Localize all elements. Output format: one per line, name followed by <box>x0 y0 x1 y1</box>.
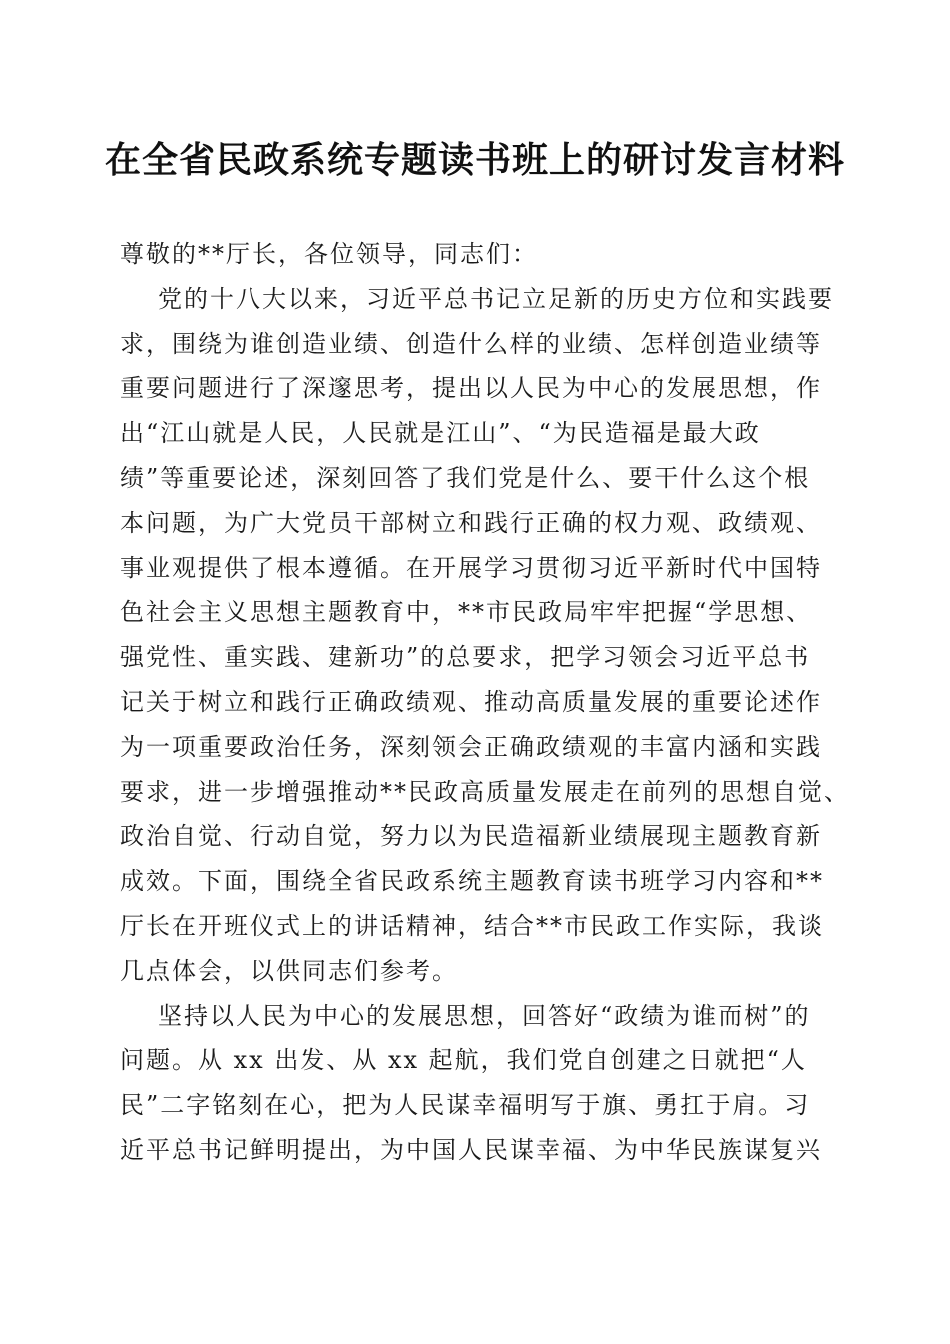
paragraph-1-line: 本问题，为广大党员干部树立和践行正确的权力观、政绩观、 <box>120 508 822 537</box>
paragraph-2-line: 近平总书记鲜明提出，为中国人民谋幸福、为中华民族谋复兴 <box>120 1135 822 1164</box>
paragraph-1-line: 绩”等重要论述，深刻回答了我们党是什么、要干什么这个根 <box>120 463 811 492</box>
paragraph-1-line: 事业观提供了根本遵循。在开展学习贯彻习近平新时代中国特 <box>120 553 822 582</box>
salutation: 尊敬的**厅长，各位领导，同志们： <box>120 240 538 268</box>
paragraph-1-line: 几点体会，以供同志们参考。 <box>120 956 458 985</box>
paragraph-2-line: 问题。从 xx 出发、从 xx 起航，我们党自创建之日就把“人 <box>120 1046 807 1075</box>
paragraph-2-line: 民”二字铭刻在心，把为人民谋幸福明写于旗、勇扛于肩。习 <box>120 1091 811 1120</box>
paragraph-1-line: 记关于树立和践行正确政绩观、推动高质量发展的重要论述作 <box>120 687 822 716</box>
paragraph-1-line: 强党性、重实践、建新功”的总要求，把学习领会习近平总书 <box>120 643 811 672</box>
paragraph-1-line: 党的十八大以来，习近平总书记立足新的历史方位和实践要 <box>158 284 834 313</box>
paragraph-1-line: 要求，进一步增强推动**民政高质量发展走在前列的思想自觉、 <box>120 777 850 806</box>
paragraph-1-line: 为一项重要政治任务，深刻领会正确政绩观的丰富内涵和实践 <box>120 732 822 761</box>
document-body <box>120 232 850 1173</box>
paragraph-1-line: 色社会主义思想主题教育中，**市民政局牢牢把握“学思想、 <box>120 598 813 627</box>
paragraph-1-line: 成效。下面，围绕全省民政系统主题教育读书班学习内容和** <box>120 867 824 896</box>
paragraph-1-line: 重要问题进行了深邃思考，提出以人民为中心的发展思想，作 <box>120 374 822 403</box>
paragraph-1-line: 出“江山就是人民，人民就是江山”、“为民造福是最大政 <box>120 419 761 448</box>
paragraph-2-line: 坚持以人民为中心的发展思想，回答好“政绩为谁而树”的 <box>158 1001 811 1030</box>
paragraph-1-line: 求，围绕为谁创造业绩、创造什么样的业绩、怎样创造业绩等 <box>120 329 822 358</box>
document-title: 在全省民政系统专题读书班上的研讨发言材料 <box>104 139 845 181</box>
paragraph-1-line: 厅长在开班仪式上的讲话精神，结合**市民政工作实际，我谈 <box>120 911 824 940</box>
paragraph-1-line: 政治自觉、行动自觉，努力以为民造福新业绩展现主题教育新 <box>120 822 822 851</box>
